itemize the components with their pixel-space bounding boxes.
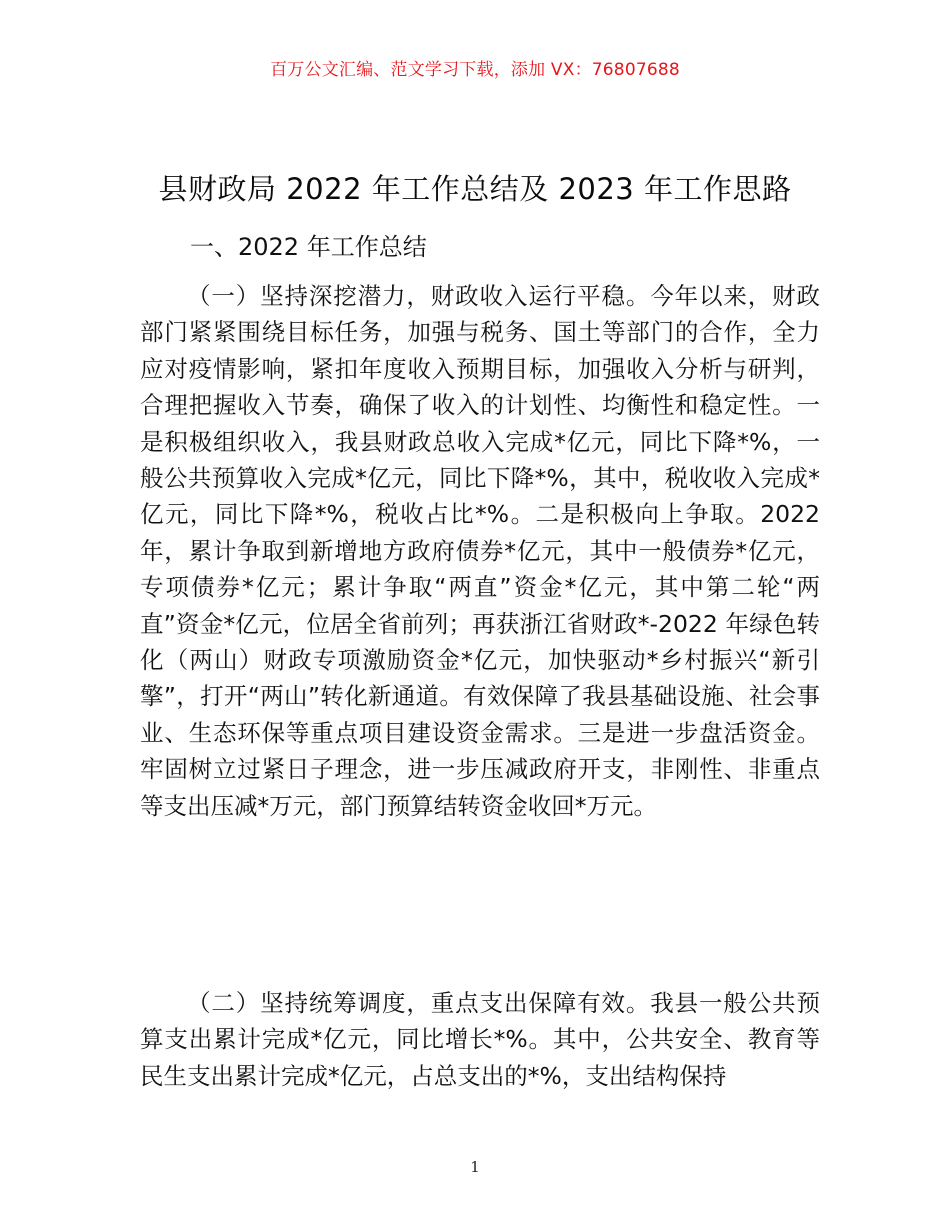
page-number: 1 xyxy=(470,1158,480,1176)
section-heading: 一、2022 年工作总结 xyxy=(190,233,427,261)
paragraph-expenditure: （二）坚持统筹调度，重点支出保障有效。我县一般公共预算支出累计完成*亿元，同比增长*%。其中，公共安全、教育等民生支出累计完成*亿元，占总支出的*%，支出结构保持 xyxy=(140,989,820,1090)
paragraph-revenue: （一）坚持深挖潜力，财政收入运行平稳。今年以来，财政部门紧紧围绕目标任务，加强与税务、国土等部门的合作，全力应对疫情影响，紧扣年度收入预期目标，加强收入分析与研判，合理把握收入节奏，确保了收入的计划性、均衡性和稳定性。一是积极组织收入，我县财政总收入完成*亿元，同比下降*%，一般公共预算收入完成*亿元，同比下降*%，其中，税收收入完成*亿元，同比下降*%，税收占比*%。二是积极向上争取。2022 年，累计争取到新增地方政府债券*亿元，其中一般债券*亿元，专项债券*亿元；累计争取“两直”资金*亿元，其中第二轮“两直”资金*亿元，位居全省前列；再获浙江省财政*-2022 年绿色转化（两山）财政专项激励资金*亿元，加快驱动*乡村振兴“新引擎”，打开“两山”转化新通道。有效保障了我县基础设施、社会事业、生态环保等重点项目建设资金需求。三是进一步盘活资金。牢固树立过紧日子理念，进一步压减政府开支，非刚性、非重点等支出压减*万元，部门预算结转资金收回*万元。 xyxy=(140,282,820,820)
document-body xyxy=(140,0,820,1140)
document-title: 县财政局 2022 年工作总结及 2023 年工作思路 xyxy=(158,172,792,206)
watermark-header: 百万公文汇编、范文学习下载，添加 VX：76807688 xyxy=(270,60,680,80)
